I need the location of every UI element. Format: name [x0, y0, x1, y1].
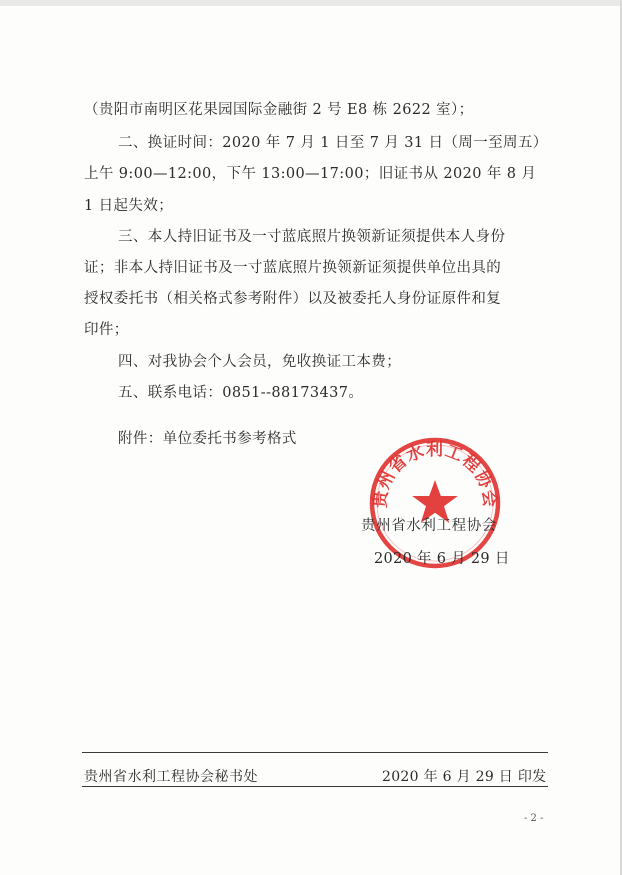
- body-line-expiry: 1 日起失效；: [84, 198, 174, 214]
- body-line-self-requirement: 三、本人持旧证书及一寸蓝底照片换领新证须提供本人身份: [118, 229, 506, 245]
- scan-top-edge: [0, 0, 622, 6]
- body-line-fee-waiver: 四、对我协会个人会员，免收换证工本费；: [118, 354, 402, 370]
- body-line-hours: 上午 9:00—12:00，下午 13:00—17:00；旧证书从 2020 年 8 月: [84, 166, 537, 182]
- body-line-proxy-requirement: 证；非本人持旧证书及一寸蓝底照片换领新证须提供单位出具的: [84, 260, 502, 276]
- footer-organization: 贵州省水利工程协会秘书处: [84, 769, 258, 785]
- signature-organization: 贵州省水利工程协会: [361, 518, 497, 534]
- footer-rule-top: [82, 752, 548, 753]
- body-line-authorization: 授权委托书（相关格式参考附件）以及被委托人身份证原件和复: [84, 291, 502, 307]
- svg-text:贵州省水利工程协会: 贵州省水利工程协会: [370, 440, 500, 509]
- body-line-contact-phone: 五、联系电话：0851--88173437。: [118, 385, 364, 401]
- body-line-copy: 印件；: [84, 322, 129, 338]
- signature-date: 2020 年 6 月 29 日: [374, 551, 510, 567]
- footer-rule-bottom: [82, 786, 548, 787]
- body-line-exchange-time: 二、换证时间：2020 年 7 月 1 日至 7 月 31 日（周一至周五）: [118, 135, 548, 151]
- attachment-line: 附件：单位委托书参考格式: [118, 431, 297, 447]
- footer-issue-date: 2020 年 6 月 29 日 印发: [382, 769, 547, 785]
- body-line-address: （贵阳市南明区花果园国际金融街 2 号 E8 栋 2622 室）；: [84, 102, 474, 118]
- page-number: - 2 -: [524, 813, 544, 824]
